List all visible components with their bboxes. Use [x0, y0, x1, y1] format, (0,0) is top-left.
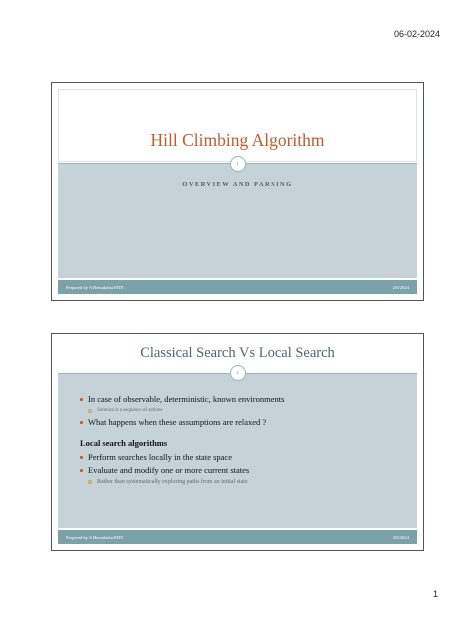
- slide-1-footer: [58, 280, 417, 294]
- sub-bullet-item: Solution is a sequence of actions: [80, 407, 407, 415]
- slide-2-footer: [58, 530, 417, 544]
- slide-2-footer-date: 2/6/2024: [392, 535, 409, 540]
- slide-1-footer-author: Prepared by S.Hemalatha/MTE: [66, 285, 124, 290]
- sub-bullet-item: Rather than systematically exploring paths from an initial state: [80, 478, 407, 486]
- slide-1-number: 1: [230, 156, 246, 172]
- slide-1-content: [58, 89, 417, 294]
- page-number: 1: [432, 589, 438, 599]
- slide-1-title: Hill Climbing Algorithm: [150, 130, 325, 150]
- slide-2-number: 2: [230, 365, 246, 381]
- slide-1-footer-date: 2/6/2024: [392, 285, 409, 290]
- slide-2-title: Classical Search Vs Local Search: [140, 345, 335, 361]
- slide-2: [51, 333, 424, 551]
- bullet-item: Perform searches locally in the state space: [80, 452, 407, 463]
- slide-1-title-area: [58, 89, 417, 162]
- bullet-item: In case of observable, deterministic, known environments: [80, 394, 407, 405]
- slide-2-content: [58, 340, 417, 544]
- bullet-item: Evaluate and modify one or more current states: [80, 465, 407, 476]
- slide-1: [51, 82, 424, 301]
- bullet-item: What happens when these assumptions are relaxed ?: [80, 417, 407, 428]
- slide-2-section-heading: Local search algorithms: [80, 438, 168, 448]
- page-date: 06-02-2024: [393, 29, 440, 39]
- slide-1-subtitle: OVERVIEW AND PARSING: [182, 181, 293, 188]
- slide-2-bullets: [80, 394, 407, 488]
- slide-2-footer-author: Prepared by S.Hemalatha/MTE: [66, 535, 124, 540]
